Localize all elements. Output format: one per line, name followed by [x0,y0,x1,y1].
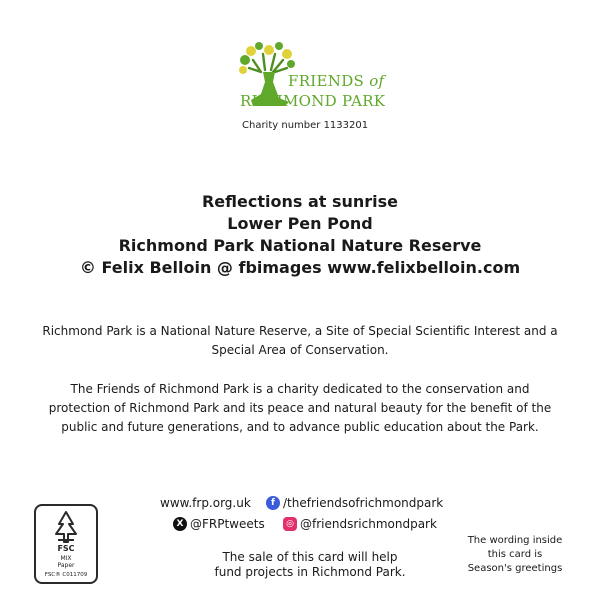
caption-location: Lower Pen Pond [227,214,373,233]
fsc-paper: Paper [57,562,75,569]
fsc-mix: MIX [60,555,72,562]
x-icon: X [173,517,187,531]
caption-title: Reflections at sunrise [201,192,399,211]
charity-number: Charity number 1133201 [242,120,369,131]
fsc-code: FSC® C011709 [44,572,88,578]
charity-logo [200,38,400,138]
charity-description: The Friends of Richmond Park is a charity dedicated to the conservation and protection of Richmond Park and its peace and natural beauty for the benefit of the public and future generations, and to advance public education about the Park. [48,382,552,434]
caption-credit: © Felix Belloin @ fbimages www.felixbelloin.com [79,258,521,277]
sale-note: The sale of this card will help fund projects in Richmond Park. [214,550,406,579]
instagram-link[interactable]: ◎ @friendsrichmondpark [283,517,437,531]
logo-friends-text: FRIENDS of [288,72,385,90]
fsc-tree-icon [49,510,83,544]
twitter-link[interactable]: X @FRPtweets [173,517,265,531]
inside-wording-note: The wording inside this card is Season's greetings [467,535,563,574]
instagram-icon: ◎ [283,517,297,531]
logo-richmond-text: RICHMOND PARK [240,92,386,110]
caption-reserve: Richmond Park National Nature Reserve [118,236,482,255]
fsc-name: FSC [57,544,75,553]
facebook-link[interactable]: f /thefriendsofrichmondpark [266,496,443,510]
facebook-icon: f [266,496,280,510]
fsc-badge [34,504,98,584]
website-link[interactable]: www.frp.org.uk [160,496,251,510]
image-caption [0,191,600,279]
reserve-description: Richmond Park is a National Nature Reserve, a Site of Special Scientific Interest and a Special Area of Conservation. [42,324,558,357]
